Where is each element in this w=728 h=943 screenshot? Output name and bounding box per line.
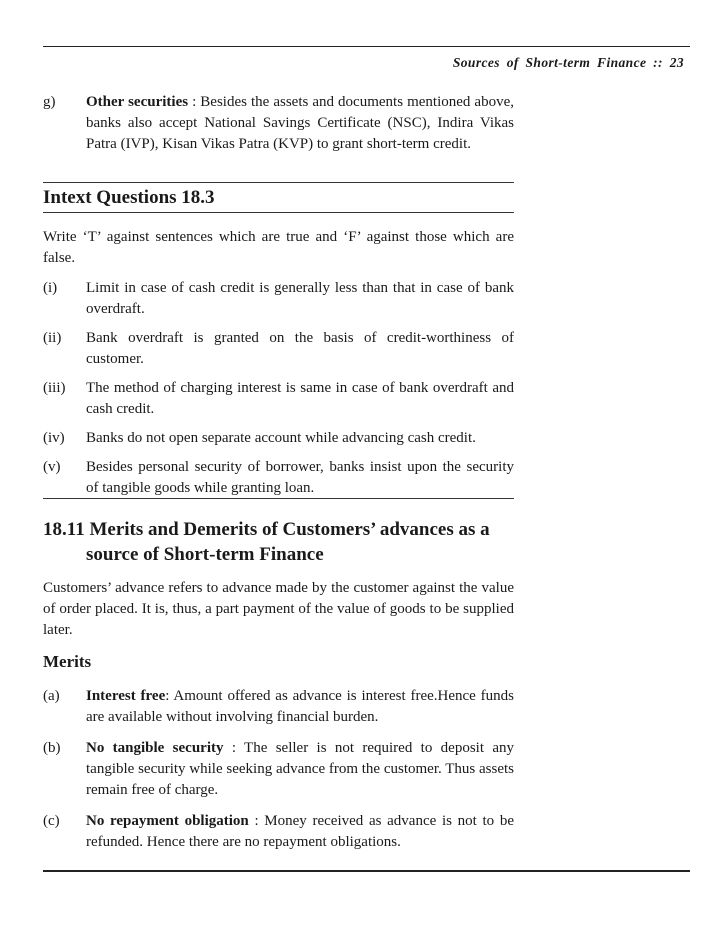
divider <box>43 498 514 499</box>
question-text: Limit in case of cash credit is generally less than that in case of bank overdraft. <box>86 280 514 317</box>
question-item <box>43 378 514 420</box>
intext-questions-box <box>43 182 514 213</box>
merit-text: : Money received as advance is not to be refunded. Hence there are no repayment obligations. <box>86 813 514 850</box>
merits-heading: Merits <box>43 652 92 671</box>
merit-term: Interest free <box>86 688 166 704</box>
item-term: Other securities <box>86 94 189 110</box>
merit-item <box>43 686 514 728</box>
merit-marker: (c) <box>43 813 60 829</box>
intext-instruction: Write ‘T’ against sentences which are true and ‘F’ against those which are false. <box>43 229 514 266</box>
section-title <box>43 517 514 567</box>
merit-marker: (a) <box>43 688 60 704</box>
question-item <box>43 278 514 320</box>
section-title-line1: 18.11 Merits and Demerits of Customers’ advances as a <box>43 519 490 540</box>
footer-rule <box>43 870 690 872</box>
item-marker: g) <box>43 94 56 110</box>
item-body <box>86 92 514 155</box>
question-item <box>43 428 514 449</box>
merit-item <box>43 811 514 853</box>
question-marker: (i) <box>43 280 58 296</box>
question-marker: (iv) <box>43 430 65 446</box>
question-text: The method of charging interest is same in case of bank overdraft and cash credit. <box>86 380 514 417</box>
merit-term: No tangible security <box>86 740 224 756</box>
merit-body <box>86 686 514 728</box>
question-marker: (ii) <box>43 330 62 346</box>
question-text: Banks do not open separate account while advancing cash credit. <box>86 430 476 446</box>
merits-list <box>43 686 514 853</box>
question-item <box>43 457 514 499</box>
section-title-line2: source of Short-term Finance <box>86 544 324 565</box>
question-list <box>43 278 514 499</box>
prev-list-item <box>43 92 514 155</box>
merit-body <box>86 738 514 801</box>
section-intro: Customers’ advance refers to advance made by the customer against the value of order placed. It is, thus, a part payment of the value of goods to be supplied later. <box>43 580 514 638</box>
merit-term: No repayment obligation <box>86 813 249 829</box>
question-text: Besides personal security of borrower, banks insist upon the security of tangible goods while granting loan. <box>86 459 514 496</box>
question-item <box>43 328 514 370</box>
merit-text: : The seller is not required to deposit any tangible security while seeking advance from the customer. Thus assets remain free of charge. <box>86 740 514 798</box>
merit-marker: (b) <box>43 740 61 756</box>
running-head: Sources of Short-term Finance :: 23 <box>452 55 684 70</box>
merit-item <box>43 738 514 801</box>
question-marker: (v) <box>43 459 61 475</box>
merit-text: : Amount offered as advance is interest free.Hence funds are available without involving financial burden. <box>86 688 514 725</box>
merit-body <box>86 811 514 853</box>
intext-title: Intext Questions 18.3 <box>43 187 215 208</box>
question-marker: (iii) <box>43 380 66 396</box>
question-text: Bank overdraft is granted on the basis of credit-worthiness of customer. <box>86 330 514 367</box>
header-rule <box>43 46 690 47</box>
divider <box>43 212 514 213</box>
item-text: : Besides the assets and documents mentioned above, banks also accept National Savings Certificate (NSC), Indira Vikas Patra (IVP), Kisan Vikas Patra (KVP) to grant short-term credit. <box>86 94 514 152</box>
